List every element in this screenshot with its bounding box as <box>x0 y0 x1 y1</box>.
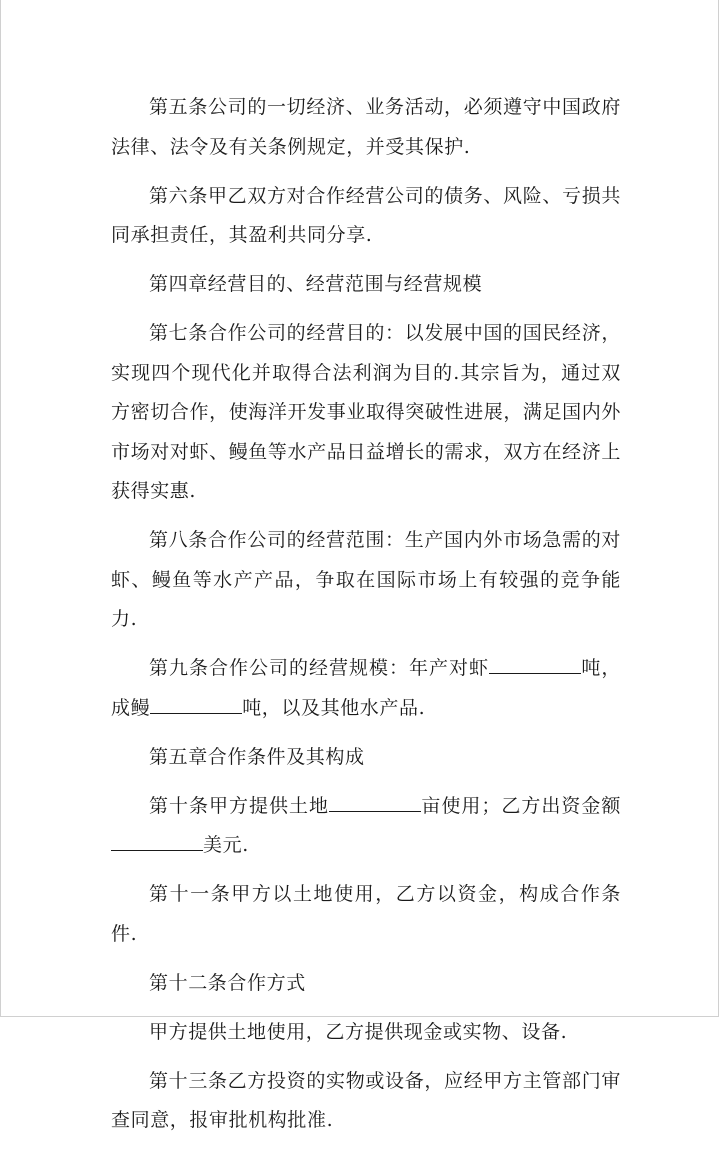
article-5-paragraph: 第五条公司的一切经济、业务活动，必须遵守中国政府法律、法令及有关条例规定，并受其保护. <box>111 96 621 158</box>
article-10-text-part-1: 第十条甲方提供土地 <box>149 794 329 817</box>
chapter-4-heading: 第四章经营目的、经营范围与经营规模 <box>149 273 483 295</box>
document-body <box>111 88 621 1150</box>
article-6-paragraph: 第六条甲乙双方对合作经营公司的债务、风险、亏损共同承担责任，其盈利共同分享. <box>111 184 621 246</box>
annual-shrimp-output-blank <box>489 651 581 674</box>
article-9-text-part-1: 第九条合作公司的经营规模：年产对虾 <box>149 657 489 679</box>
article-7-paragraph: 第七条合作公司的经营目的：以发展中国的国民经济，实现四个现代化并取得合法利润为目的.其宗旨为，通过双方密切合作，使海洋开发事业取得突破性进展，满足国内外市场对对虾、鳗鱼等水产品日益增长的需求，双方在经济上获得实惠. <box>111 322 621 502</box>
chapter-5-heading: 第五章合作条件及其构成 <box>149 745 365 768</box>
article-10-text-part-2: 亩使用；乙方出资金额 <box>421 794 621 817</box>
article-10-text-part-3: 美元. <box>203 834 249 856</box>
land-area-blank <box>329 789 421 812</box>
capital-amount-blank <box>111 828 203 851</box>
article-12-body: 甲方提供土地使用，乙方提供现金或实物、设备. <box>149 1020 568 1043</box>
article-9-text-part-2: 吨，成鳗 <box>111 657 621 719</box>
article-9-text-part-3: 吨，以及其他水产品. <box>242 696 426 719</box>
adult-eel-output-blank <box>150 691 242 714</box>
article-9-paragraph <box>111 649 621 728</box>
article-10-paragraph <box>111 787 621 866</box>
article-8-paragraph: 第八条合作公司的经营范围：生产国内外市场急需的对虾、鳗鱼等水产产品，争取在国际市场上有较强的竞争能力. <box>111 529 621 630</box>
article-13-paragraph: 第十三条乙方投资的实物或设备，应经甲方主管部门审查同意，报审批机构批准. <box>111 1069 621 1131</box>
article-12-heading: 第十二条合作方式 <box>149 971 306 994</box>
article-11-paragraph: 第十一条甲方以土地使用，乙方以资金，构成合作条件. <box>111 883 621 945</box>
